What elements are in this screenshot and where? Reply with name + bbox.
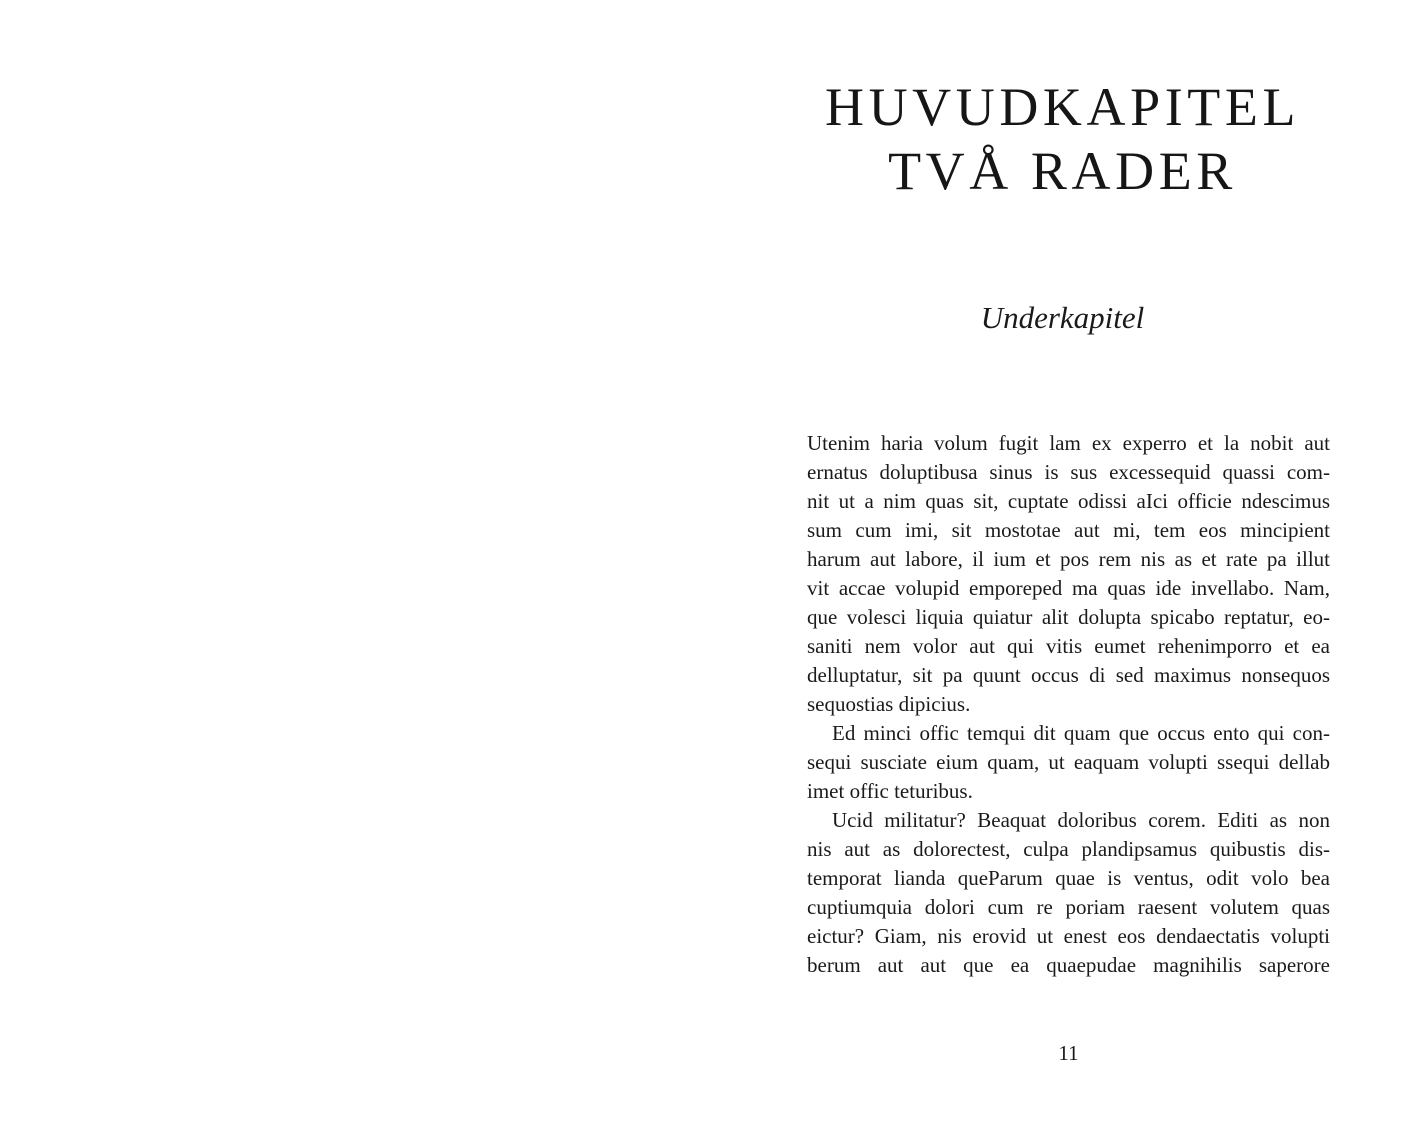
- body-line: sequi susciate eium quam, ut eaquam volupti ssequi dellab: [807, 750, 1330, 774]
- chapter-title-line-2: TVÅ RADER: [888, 141, 1237, 201]
- body-line: eictur? Giam, nis erovid ut enest eos dendaectatis volupti: [807, 924, 1330, 948]
- body-line: sum cum imi, sit mostotae aut mi, tem eos mincipient: [807, 518, 1330, 542]
- left-page-blank: [0, 0, 708, 1122]
- body-line: saniti nem volor aut qui vitis eumet rehenimporro et ea: [807, 634, 1330, 658]
- body-line: cuptiumquia dolori cum re poriam raesent volutem quas: [807, 895, 1330, 919]
- page-number: 11: [1058, 1041, 1079, 1065]
- subchapter-title: Underkapitel: [980, 300, 1145, 335]
- body-line: nis aut as dolorectest, culpa plandipsamus quibustis dis-: [807, 837, 1330, 861]
- chapter-title: [708, 75, 1417, 203]
- chapter-title-line-1: HUVUDKAPITEL: [824, 77, 1301, 137]
- body-text: [807, 429, 1330, 980]
- body-line: Utenim haria volum fugit lam ex experro et la nobit aut: [807, 431, 1330, 455]
- body-line: sequostias dipicius.: [807, 692, 971, 716]
- body-line: que volesci liquia quiatur alit dolupta spicabo reptatur, eo-: [807, 605, 1330, 629]
- body-line: delluptatur, sit pa quunt occus di sed maximus nonsequos: [807, 663, 1330, 687]
- body-line: berum aut aut que ea quaepudae magnihilis saperore: [807, 953, 1330, 977]
- body-line: Ucid militatur? Beaquat doloribus corem. Editi as non: [832, 808, 1330, 832]
- body-line: temporat lianda queParum quae is ventus, odit volo bea: [807, 866, 1330, 890]
- body-line: nit ut a nim quas sit, cuptate odissi aIci officie ndescimus: [807, 489, 1330, 513]
- body-line: vit accae volupid emporeped ma quas ide invellabo. Nam,: [807, 576, 1330, 600]
- body-line: imet offic teturibus.: [807, 779, 973, 803]
- body-line: Ed minci offic temqui dit quam que occus ento qui con-: [832, 721, 1330, 745]
- right-page: [708, 0, 1417, 1122]
- body-line: ernatus doluptibusa sinus is sus excessequid quassi com-: [807, 460, 1330, 484]
- body-line: harum aut labore, il ium et pos rem nis as et rate pa illut: [807, 547, 1330, 571]
